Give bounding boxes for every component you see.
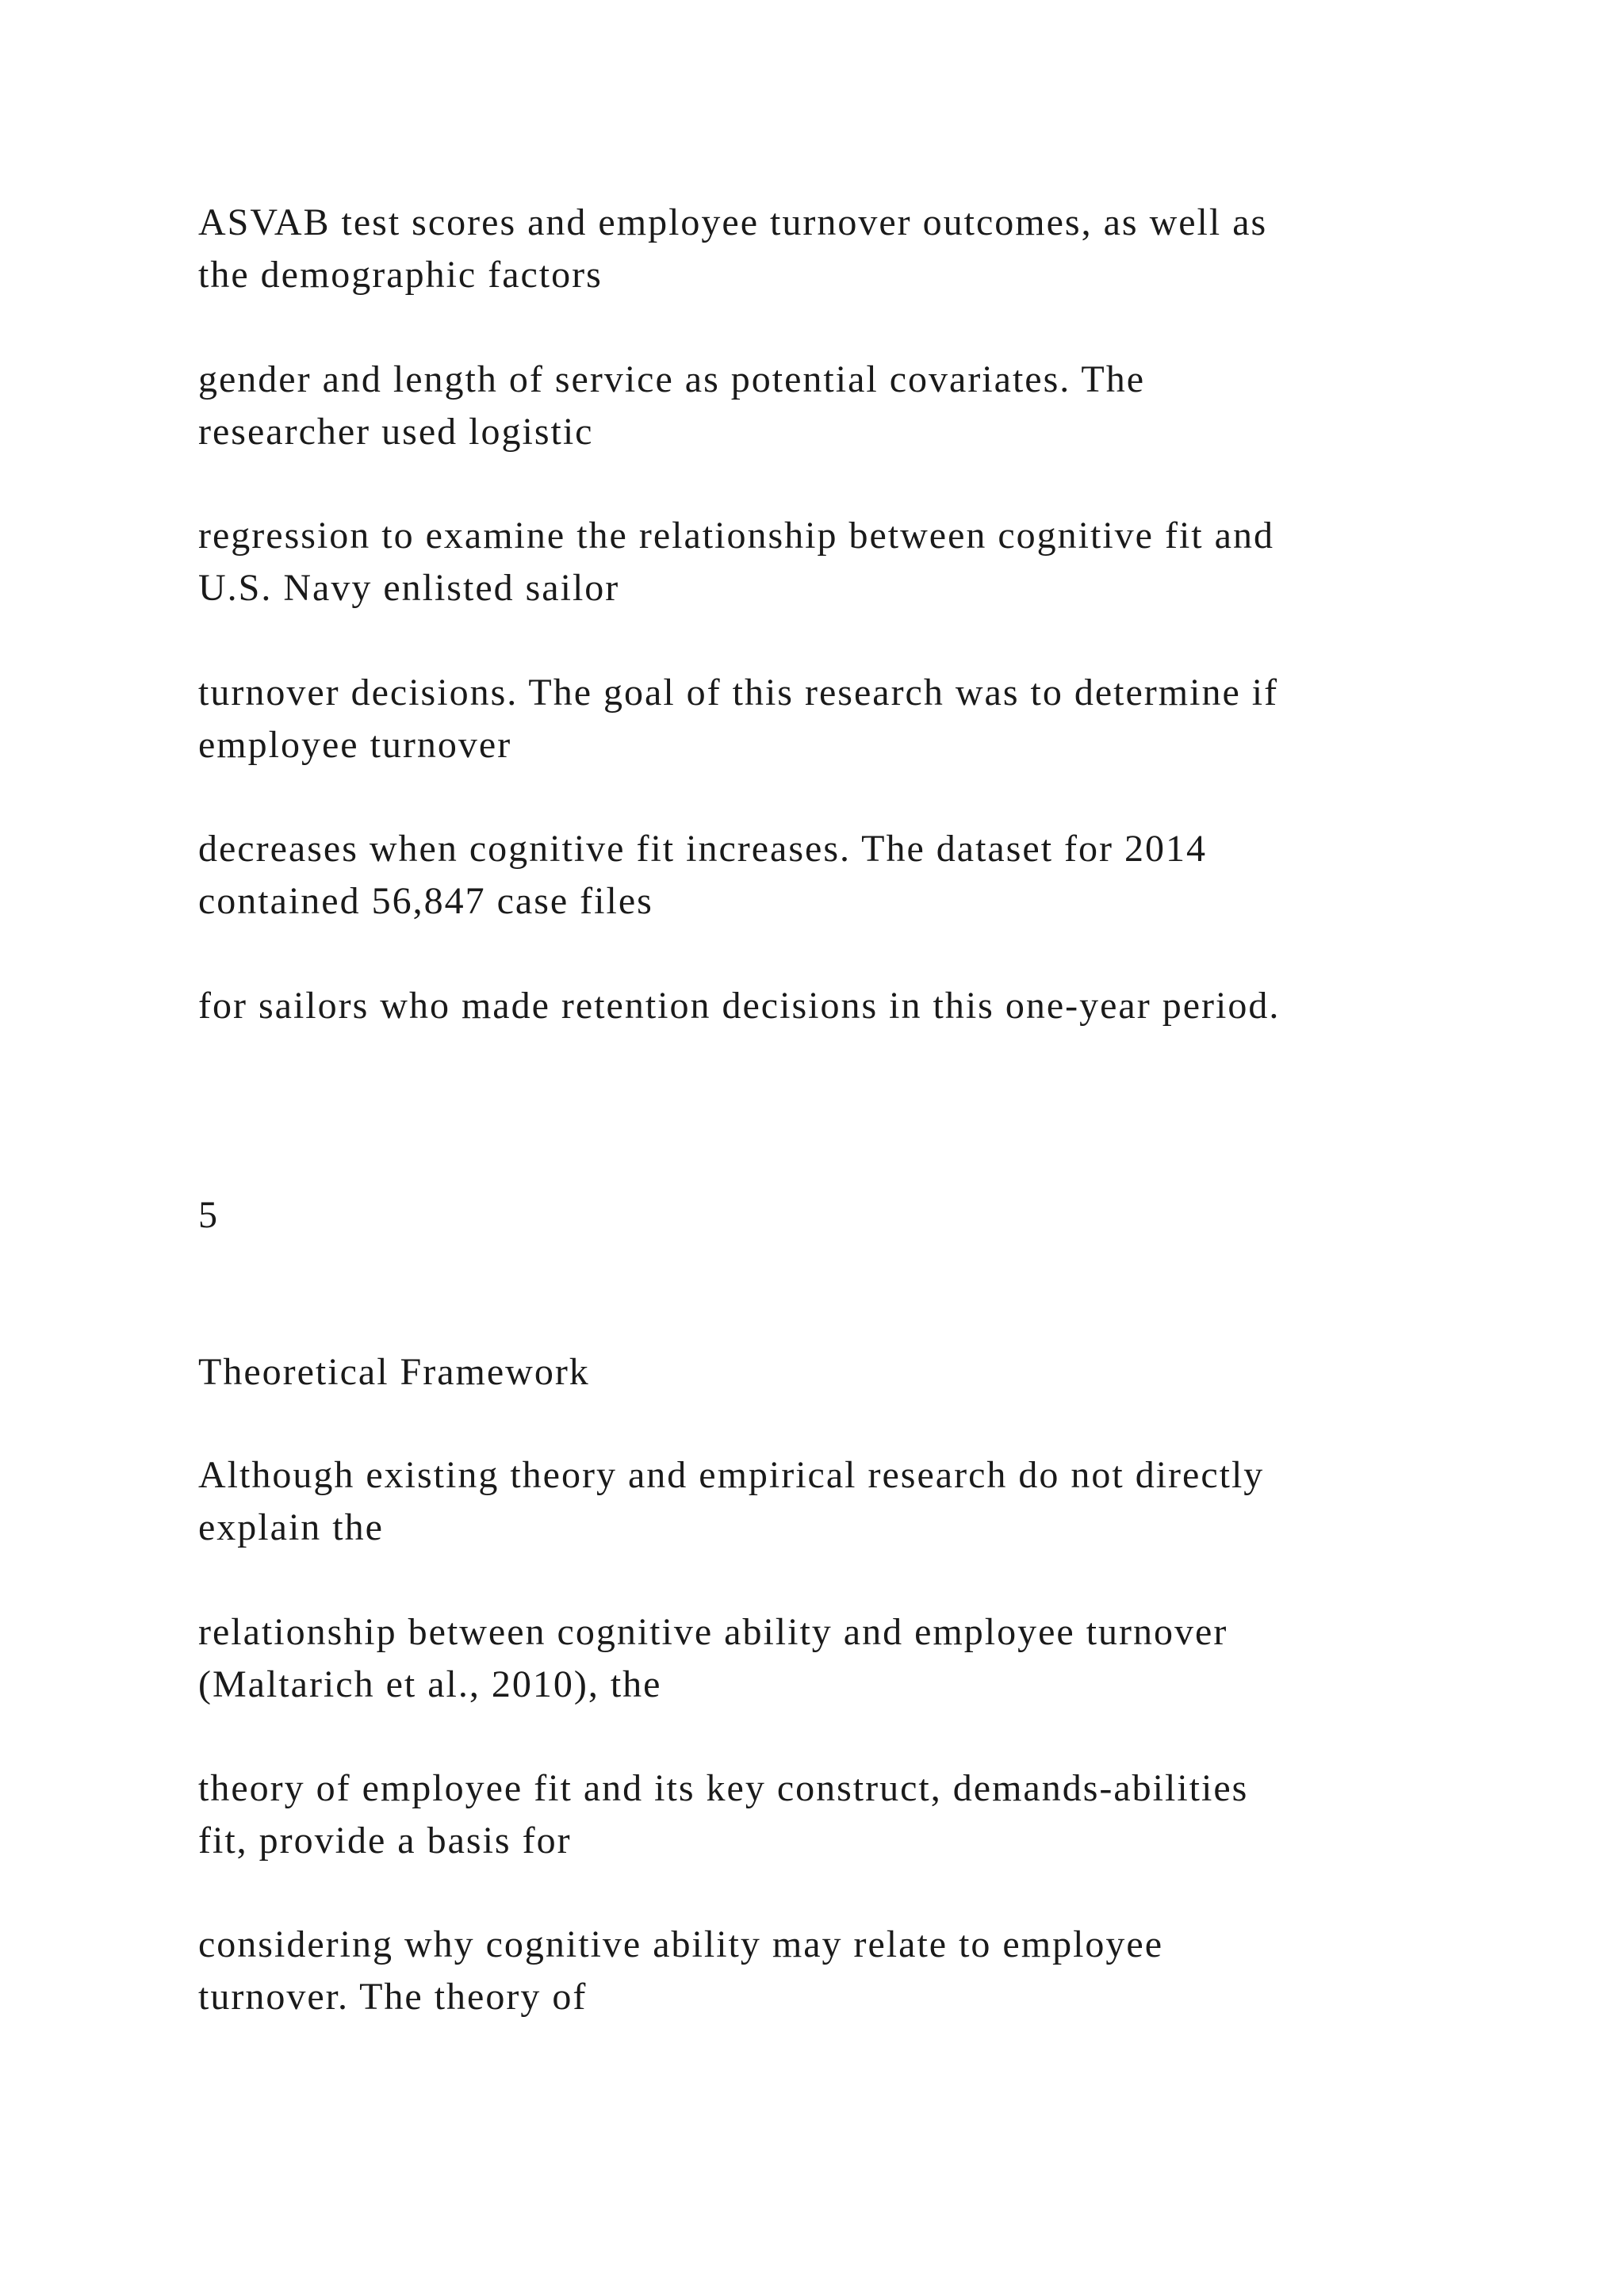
text-line: turnover. The theory of bbox=[198, 1976, 588, 2018]
text-line: turnover decisions. The goal of this research was to determine if bbox=[198, 672, 1279, 714]
text-line: gender and length of service as potential covariates. The bbox=[198, 358, 1146, 400]
text-line: considering why cognitive ability may relate to employee bbox=[198, 1923, 1164, 1965]
text-line: contained 56,847 case files bbox=[198, 880, 653, 922]
paragraph bbox=[198, 354, 1467, 458]
section-heading: Theoretical Framework bbox=[198, 1351, 590, 1393]
text-line: explain the bbox=[198, 1506, 384, 1548]
text-line: ASVAB test scores and employee turnover outcomes, as well as bbox=[198, 201, 1268, 243]
text-line: the demographic factors bbox=[198, 254, 603, 296]
paragraph bbox=[198, 510, 1467, 614]
text-line: regression to examine the relationship between cognitive fit and bbox=[198, 515, 1274, 557]
text-line: Although existing theory and empirical research do not directly bbox=[198, 1454, 1265, 1496]
text-line: (Maltarich et al., 2010), the bbox=[198, 1663, 662, 1705]
page-number: 5 bbox=[198, 1194, 219, 1236]
text-line: relationship between cognitive ability and employee turnover bbox=[198, 1611, 1228, 1653]
paragraph bbox=[198, 1919, 1467, 2023]
text-line: decreases when cognitive fit increases. The dataset for 2014 bbox=[198, 828, 1207, 870]
paragraph bbox=[198, 980, 1467, 1032]
paragraph bbox=[198, 667, 1467, 771]
text-line: researcher used logistic bbox=[198, 411, 594, 453]
text-line: fit, provide a basis for bbox=[198, 1820, 572, 1862]
text-line: theory of employee fit and its key construct, demands-abilities bbox=[198, 1767, 1249, 1809]
text-line: U.S. Navy enlisted sailor bbox=[198, 567, 620, 609]
text-line: for sailors who made retention decisions in this one-year period. bbox=[198, 985, 1281, 1027]
paragraph bbox=[198, 1762, 1467, 1867]
paragraph bbox=[198, 1606, 1467, 1711]
text-line: employee turnover bbox=[198, 724, 512, 766]
paragraph bbox=[198, 823, 1467, 928]
paragraph bbox=[198, 197, 1467, 301]
paragraph bbox=[198, 1449, 1467, 1554]
